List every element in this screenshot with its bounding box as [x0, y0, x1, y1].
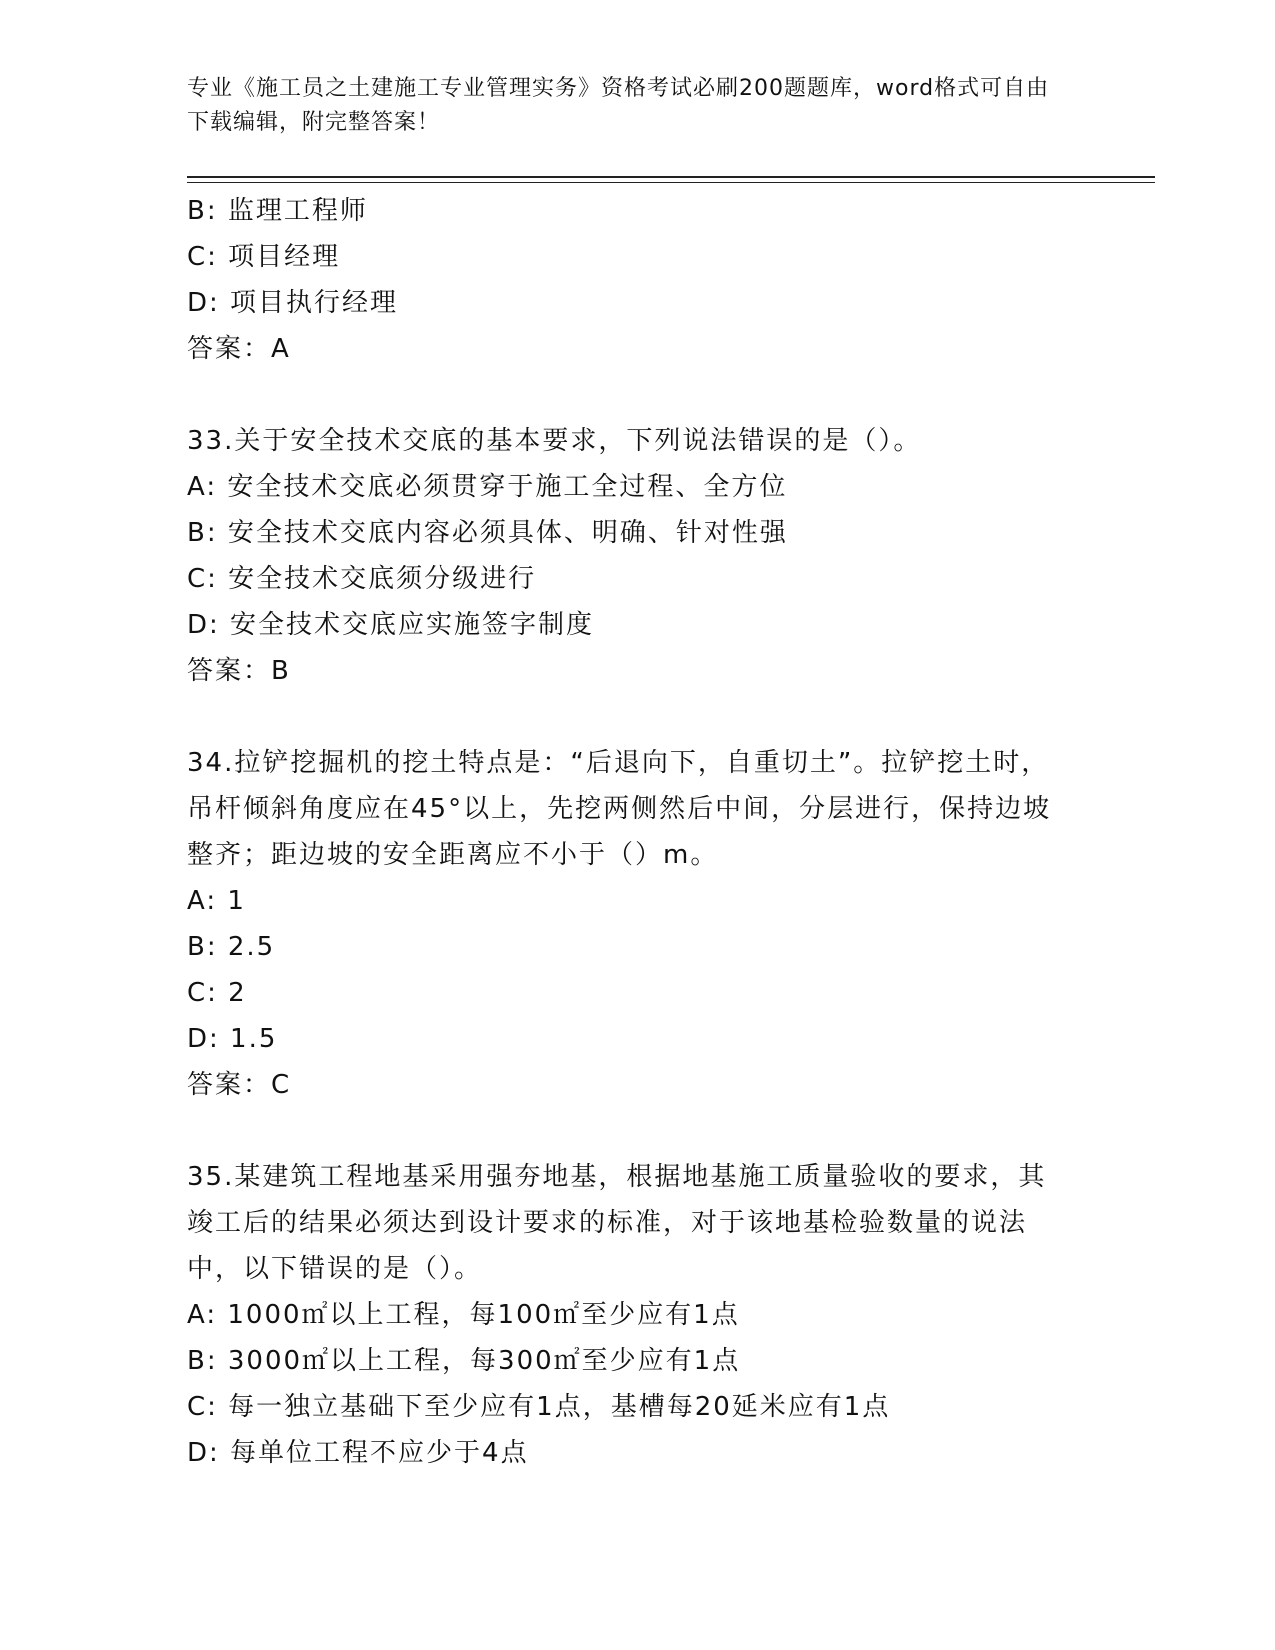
option-a: A: 1000㎡以上工程，每100㎡至少应有1点: [187, 1300, 740, 1330]
answer-line: 答案：A: [187, 334, 291, 364]
option-a: A: 安全技术交底必须贯穿于施工全过程、全方位: [187, 472, 788, 502]
header-title: 专业《施工员之土建施工专业管理实务》资格考试必刷200题题库，word格式可自由下载编辑，附完整答案！: [187, 76, 1050, 135]
option-c: C: 项目经理: [187, 242, 341, 272]
question-text: 34.拉铲挖掘机的挖土特点是：“后退向下，自重切土”。拉铲挖土时，吊杆倾斜角度应在45°以上，先挖两侧然后中间，分层进行，保持边坡整齐；距边坡的安全距离应不小于（）m。: [187, 748, 1052, 870]
option-b: B: 3000㎡以上工程，每300㎡至少应有1点: [187, 1346, 741, 1376]
question-33: [187, 418, 1087, 694]
question-34: [187, 740, 1087, 1108]
question-text: 35.某建筑工程地基采用强夯地基，根据地基施工质量验收的要求，其竣工后的结果必须达到设计要求的标准，对于该地基检验数量的说法中，以下错误的是（）。: [187, 1162, 1047, 1284]
question-text: 33.关于安全技术交底的基本要求，下列说法错误的是（）。: [187, 426, 922, 456]
prev-question: [187, 188, 1087, 372]
option-c: C: 每一独立基础下至少应有1点，基槽每20延米应有1点: [187, 1392, 891, 1422]
header-rule-thick: [187, 176, 1155, 178]
option-a: A: 1: [187, 886, 246, 916]
option-d: D: 1.5: [187, 1024, 278, 1054]
option-d: D: 项目执行经理: [187, 288, 399, 318]
option-d: D: 每单位工程不应少于4点: [187, 1438, 529, 1468]
option-b: B: 2.5: [187, 932, 276, 962]
option-c: C: 2: [187, 978, 247, 1008]
header-rule-thin: [187, 182, 1155, 183]
answer-line: 答案：C: [187, 1070, 292, 1100]
answer-line: 答案：B: [187, 656, 291, 686]
question-35: [187, 1154, 1087, 1476]
option-d: D: 安全技术交底应实施签字制度: [187, 610, 595, 640]
option-b: B: 监理工程师: [187, 196, 368, 226]
document-header: [187, 72, 1067, 140]
option-c: C: 安全技术交底须分级进行: [187, 564, 537, 594]
option-b: B: 安全技术交底内容必须具体、明确、针对性强: [187, 518, 788, 548]
document-body: [187, 188, 1087, 1476]
